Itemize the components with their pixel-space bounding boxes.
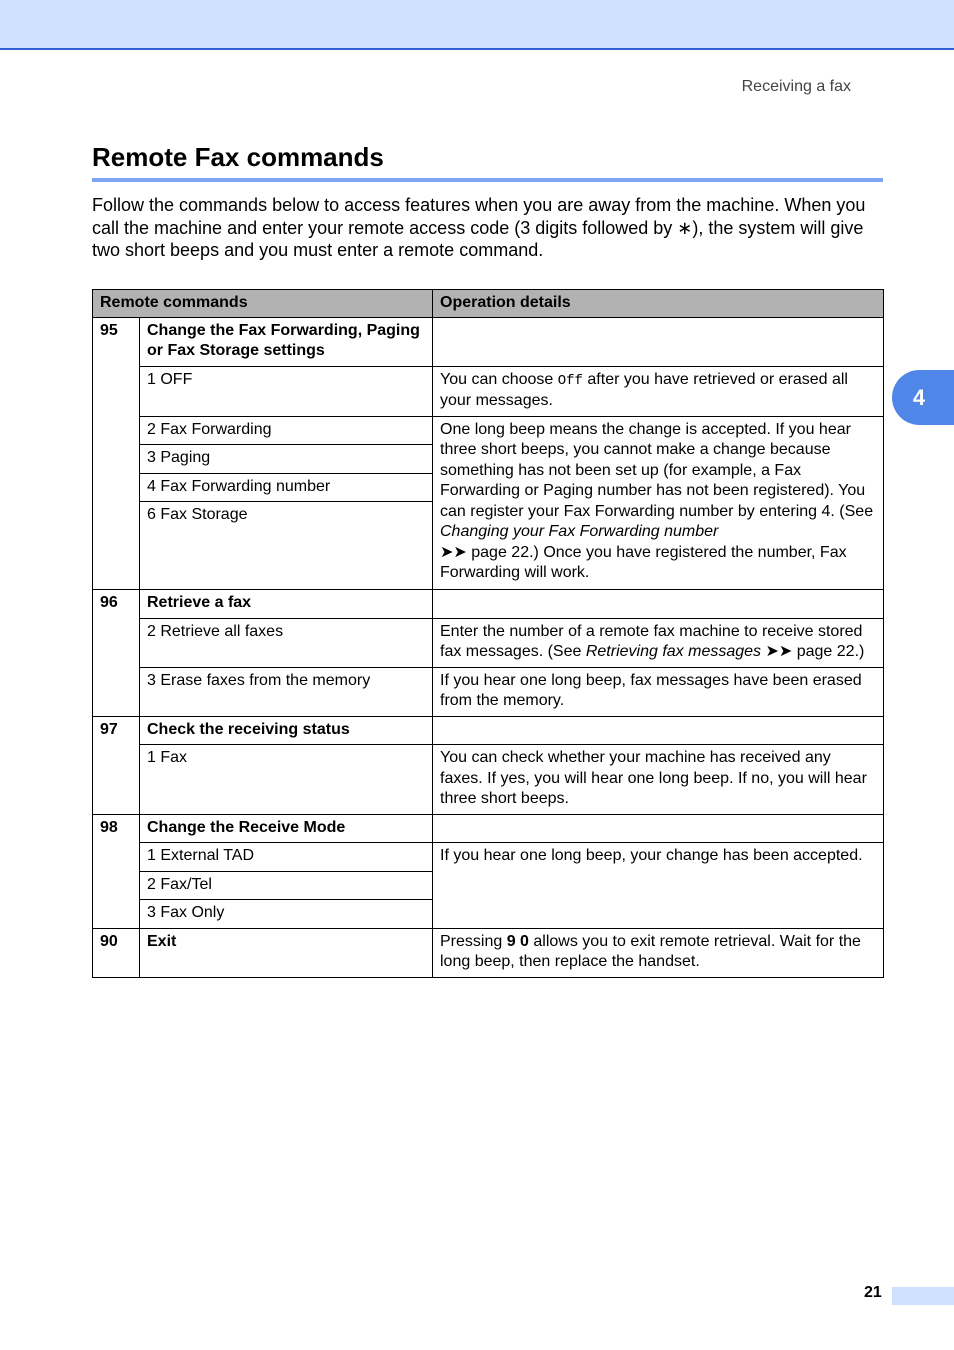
command-option: 4 Fax Forwarding number (140, 473, 433, 502)
cross-reference: Changing your Fax Forwarding number (440, 523, 719, 540)
detail-text: Enter the number of a remote fax machine to receive stored fax messages. (See (440, 622, 863, 660)
table-row (93, 667, 884, 716)
table-row (93, 745, 884, 815)
command-number: 98 (93, 814, 140, 928)
operation-detail: You can check whether your machine has received any faxes. If yes, you will hear one long beep. If no, you will hear three short beeps. (433, 745, 884, 815)
detail-text: Pressing (440, 932, 507, 950)
command-option: 6 Fax Storage (140, 502, 433, 590)
command-title: Change the Receive Mode (140, 814, 433, 843)
operation-detail (433, 928, 884, 977)
detail-text: after you have retrieved or erased all your messages. (440, 370, 848, 409)
chapter-number: 4 (912, 384, 926, 410)
page-title: Remote Fax commands (92, 142, 384, 172)
command-title: Exit (140, 928, 433, 977)
table-row (93, 366, 884, 416)
command-title: Check the receiving status (140, 716, 433, 745)
operation-detail (433, 317, 884, 366)
cross-reference: Retrieving fax messages (585, 643, 762, 660)
command-option: 1 Fax (140, 745, 433, 815)
header-operation-details: Operation details (433, 290, 884, 318)
page-number: 21 (864, 1284, 882, 1301)
intro-paragraph: Follow the commands below to access features when you are away from the machine. When you call the machine and enter your remote access code (3 digits followed by ∗), the system will give two short beeps and you must enter a remote command. (92, 195, 866, 260)
command-number: 90 (93, 928, 140, 977)
table-row (93, 843, 884, 872)
command-option: 3 Erase faxes from the memory (140, 667, 433, 716)
chapter-tab (892, 370, 954, 425)
command-title: Retrieve a fax (140, 590, 433, 619)
header-remote-commands: Remote commands (93, 290, 433, 318)
detail-text: One long beep means the change is accepted. If you hear three short beeps, you cannot make a change because something has not been set up (for example, a Fax Forwarding or Paging number has not been registered). You can register your Fax Forwarding number by entering 4. (See (440, 420, 874, 520)
operation-detail (433, 416, 884, 590)
command-number: 97 (93, 716, 140, 814)
table-row (93, 590, 884, 619)
command-option: 2 Retrieve all faxes (140, 618, 433, 667)
command-option: 1 OFF (140, 366, 433, 416)
operation-detail (433, 590, 884, 619)
detail-code: Off (557, 372, 583, 389)
command-option: 3 Fax Only (140, 900, 433, 929)
command-number: 96 (93, 590, 140, 717)
table-header-row (93, 290, 884, 318)
detail-text: ➤➤ page 22.) (761, 643, 865, 660)
operation-detail: If you hear one long beep, your change has been accepted. (433, 843, 884, 929)
table-row (93, 317, 884, 366)
table-row (93, 618, 884, 667)
footer-bar (892, 1287, 954, 1305)
detail-text: ➤➤ page 22.) Once you have registered the number, Fax Forwarding will work. (440, 543, 847, 581)
command-number: 95 (93, 317, 140, 590)
command-option: 2 Fax/Tel (140, 871, 433, 900)
top-header-bar (0, 0, 954, 50)
table-row (93, 928, 884, 977)
title-underline (92, 178, 883, 182)
running-head: Receiving a fax (741, 78, 851, 95)
operation-detail (433, 618, 884, 667)
operation-detail (433, 814, 884, 843)
command-title: Change the Fax Forwarding, Paging or Fax Storage settings (140, 317, 433, 366)
command-option: 3 Paging (140, 445, 433, 474)
command-option: 1 External TAD (140, 843, 433, 872)
detail-text: allows you to exit remote retrieval. Wait for the long beep, then replace the handset. (440, 932, 861, 970)
detail-text: You can choose (440, 370, 558, 388)
operation-detail: If you hear one long beep, fax messages have been erased from the memory. (433, 667, 884, 716)
remote-commands-table (92, 289, 884, 978)
operation-detail (433, 716, 884, 745)
table-row (93, 416, 884, 445)
operation-detail (433, 366, 884, 416)
command-option: 2 Fax Forwarding (140, 416, 433, 445)
detail-keys: 9 0 (506, 932, 529, 950)
table-row (93, 716, 884, 745)
table-row (93, 814, 884, 843)
